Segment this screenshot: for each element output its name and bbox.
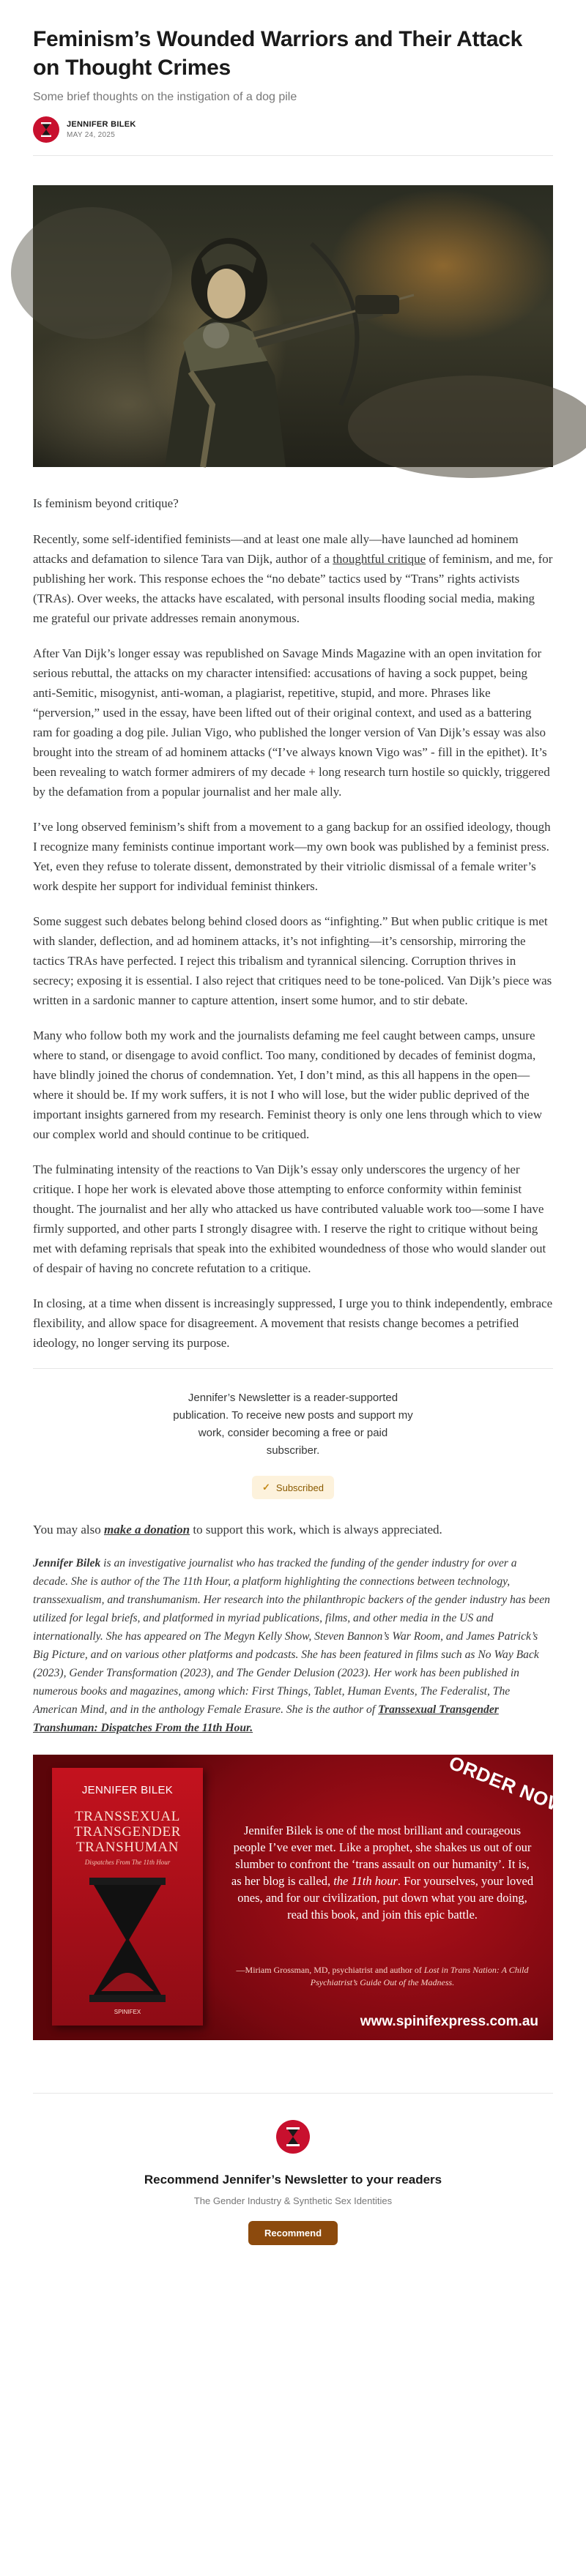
book-cover [52, 1768, 203, 2026]
article-paragraph-3: I’ve long observed feminism’s shift from a movement to a gang backup for an ossified ideology, though I recognize many feminists continue important work—my own book was published by a feminist press. Yet, even they refuse to tolerate dissent, demonstrated by their vitriolic dismissal of a female writer’s work despite her support for individual feminist thinkers. [33, 820, 551, 893]
post-date: MAY 24, 2025 [67, 131, 116, 139]
article-paragraph-1: Recently, some self-identified feminists—and at least one male ally—have launched ad hominem attacks and defamation to silence Tara van Dijk, author of a thoughtful critique of feminism, and me, for publishing her work. This response echoes the “no debate” tactics used by “Trans” rights activists (TRAs). Over weeks, the attacks have escalated, with personal insults flooding social media, making me grateful our private addresses remain anonymous. [33, 532, 553, 625]
book-publisher: SPINIFEX [114, 2009, 141, 2015]
post-subtitle: Some brief thoughts on the instigation of a dog pile [33, 91, 297, 103]
checkmark-icon: ✓ [262, 1482, 270, 1493]
author-name[interactable]: JENNIFER BILEK [67, 120, 136, 129]
newsletter-hourglass-icon [276, 2120, 310, 2154]
hero-image[interactable] [33, 185, 553, 467]
author-bio: Jennifer Bilek is an investigative journalist who has tracked the funding of the gender industry for over a decade. She is author of the The 11th Hour, a platform highlighting the connections between technology, transsexualism, and transhumanism. Her research into the philanthropic backers of the gender industry has been utilized for legal briefs, and platformed in myriad publications, films, and other media in the US and internationally. She has appeared on The Megyn Kelly Show, Steven Bannon’s War Room, and James Patrick’s Big Picture, and on various other platforms and podcasts. She has been featured in films such as No Way Back (2023), Gender Transformation (2023), and The Gender Delusion (2023). Her work has been published in numerous books and magazines, among which: First Things, Tablet, Human Events, The Federalist, The American Mind, and in the anthology Female Erasure. She is the author of Transsexual Transgender Transhuman: Dispatches From the 11th Hour. [33, 1557, 550, 1734]
ad-attribution: —Miriam Grossman, MD, psychiatrist and author of Lost in Trans Nation: A Child Psychiatrist’s Guide Out of the Madness. [236, 1965, 529, 1987]
author-avatar-hourglass-icon[interactable] [33, 116, 59, 143]
publisher-url[interactable]: www.spinifexpress.com.au [360, 2014, 538, 2029]
subscribe-text: Jennifer’s Newsletter is a reader-supported publication. To receive new posts and support my work, consider becoming a free or paid subscriber. [173, 1392, 413, 1457]
byline [33, 114, 553, 145]
subscribe-widget [33, 1369, 553, 1518]
article-lead: Is feminism beyond critique? [33, 496, 179, 510]
article-body [33, 493, 553, 1353]
article-paragraph-2: After Van Dijk’s longer essay was republished on Savage Minds Magazine with an open invitation for serious rebuttal, the attacks on my character intensified: accusations of having a sock puppet, being anti-Semitic, misogynist, anti-woman, a plagiarist, repetitive, stupid, and more. Phrases like “perversion,” used in the essay, have been lifted out of their original context, and used as a battering ram for goading a dog pile. Julian Vigo, who published the longer version of Van Dijk’s essay was also brought into the stream of ad hominem attacks (“I’ve always known Vigo was” - fill in the epithet). It’s been revealing to watch former admirers of my decade + long research turn hostile so quickly, triggered by the defamation from a popular journalist and her male ally. [33, 646, 550, 799]
subscribed-label: Subscribed [275, 1482, 324, 1493]
subscribed-button[interactable] [252, 1476, 334, 1499]
donate-line: You may also make a donation to support this work, which is always appreciated. [33, 1523, 442, 1537]
article-paragraph-5: Many who follow both my work and the journalists defaming me feel caught between camps, unsure where to stand, or disengage to avoid conflict. Too many, conditioned by decades of feminist dogma, have blindly joined the chorus of condemnation. Yet, I don’t mind, as this all happens in the open—where it should be. If my work suffers, it is not I who will lose, but the wider public deprived of the important insights garnered from my research. Feminist theory is only one lens through which to view our complex world and should continue to be critiqued. [33, 1028, 542, 1141]
recommend-widget [33, 2094, 553, 2274]
book-author: JENNIFER BILEK [81, 1784, 174, 1796]
bio-author-name: Jennifer Bilek [33, 1557, 101, 1569]
order-now-banner[interactable]: ORDER NOW [445, 1751, 569, 1818]
divider [33, 155, 553, 156]
recommend-button[interactable]: Recommend [248, 2221, 338, 2245]
make-donation-link[interactable]: make a donation [103, 1523, 190, 1537]
book-advertisement[interactable] [33, 1751, 569, 2040]
article-paragraph-4: Some suggest such debates belong behind closed doors as “infighting.” But when public critique is met with slander, deflection, and ad hominem attacks, it’s not infighting—it’s censorship, mirroring the tactics TRAs have perfected. I reject this tribalism and tyrannical silencing. Corruption thrives in secrecy; exposing it is essential. I also reject that critiques need to be tone-policed. Van Dijk’s piece was written in a sardonic manner to capture attention, insert some humor, and to stir debate. [33, 914, 552, 1007]
thoughtful-critique-link[interactable]: thoughtful critique [333, 552, 426, 566]
book-link[interactable]: Transsexual Transgender Transhuman: Dispatches From the 11th Hour. [33, 1703, 499, 1734]
ad-quote: Jennifer Bilek is one of the most brilliant and courageous people I’ve ever met. Like a prophet, she shakes us out of our slumber to confront the ‘trans assault on our humanity’. It is, as her blog is called, the 11th hour. For yourselves, your loved ones, and for our civilization, put down what you are doing, read this book, and join this epic battle. [231, 1823, 534, 1922]
book-subtitle: Dispatches From The 11th Hour [84, 1859, 171, 1866]
article-paragraph-6: The fulminating intensity of the reactions to Van Dijk’s essay only underscores the urgency of her critique. I hope her work is elevated above those attempting to enforce conformity within feminist thought. The journalist and her ally who attacked us have contributed valuable work too—some I have firmly supported, and other parts I strongly disagree with. I reserve the right to critique without being met with defaming reprisals that speak into the exhibited woundedness of those who would slander out of despair of having no concrete refutation to a critique. [33, 1162, 546, 1275]
recommend-title: Recommend Jennifer’s Newsletter to your readers [144, 2173, 442, 2187]
post-title: Feminism’s Wounded Warriors and Their Attack on Thought Crimes [33, 27, 523, 80]
article-paragraph-7: In closing, at a time when dissent is increasingly suppressed, I urge you to think independently, embrace flexibility, and allow space for disagreement. A movement that resists change becomes a petrified ideology, no longer serving its purpose. [33, 1296, 553, 1350]
book-title: TRANSSEXUAL TRANSGENDER TRANSHUMAN [74, 1809, 181, 1855]
hourglass-icon [84, 1878, 171, 2002]
byline-text [67, 120, 136, 139]
recommend-subtitle: The Gender Industry & Synthetic Sex Identities [193, 2195, 393, 2206]
